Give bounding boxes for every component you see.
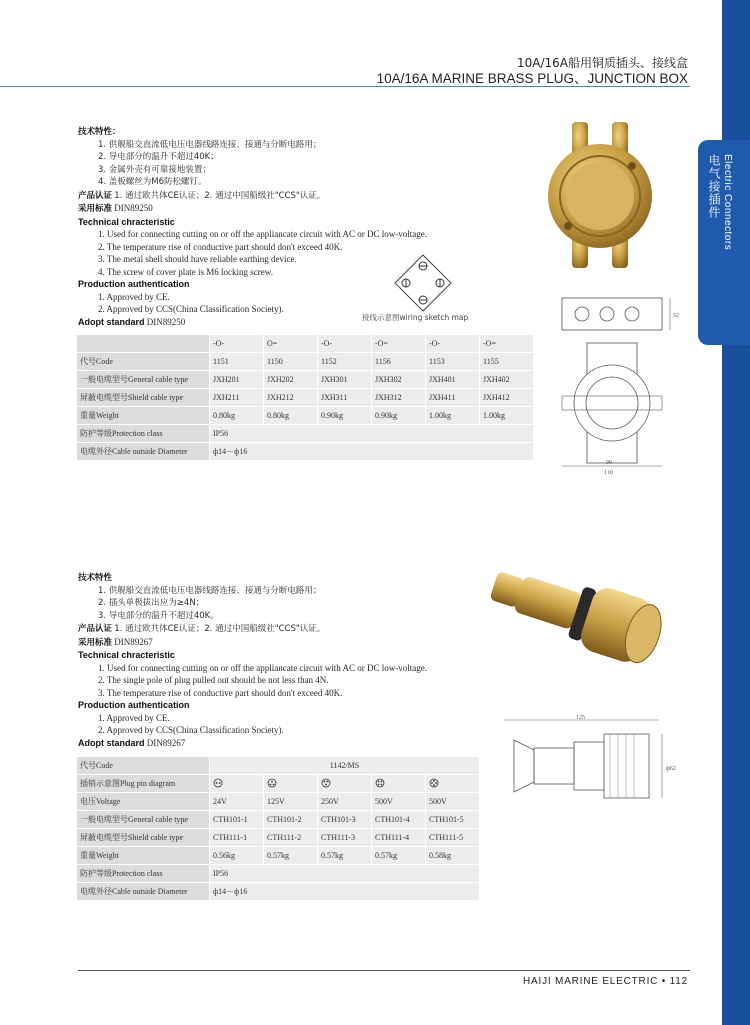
tech-item-en: 3. The metal shell should have reliable earthing device. (98, 254, 297, 264)
table-cell: 500V (372, 793, 426, 811)
adopt-value: DIN89250 (146, 316, 186, 327)
table-row (77, 883, 480, 901)
section-tab-label-en: Electric Connectors (722, 154, 733, 251)
table-row (77, 407, 534, 425)
table-row (77, 353, 534, 371)
dim-length: 125 (576, 715, 585, 721)
row-label: 电压Voltage (77, 793, 210, 811)
table-cell: JXH301 (318, 371, 372, 389)
table-row (77, 757, 480, 775)
table-cell: CTH101-1 (210, 811, 264, 829)
pin-diagram-icon (372, 775, 426, 793)
table-cell: CTH101-3 (318, 811, 372, 829)
std-label-zh: 采用标准 (78, 204, 113, 214)
table-cell: 1.00kg (480, 407, 534, 425)
table-cell: 1156 (372, 353, 426, 371)
table-row (77, 811, 480, 829)
table-row (77, 425, 534, 443)
adopt-standard (78, 737, 498, 750)
cert-text-zh: 1. 通过欧共体CE认证；2. 通过中国船级社"CCS"认证。 (114, 190, 326, 201)
table-row (77, 847, 480, 865)
table-cell: 1.00kg (426, 407, 480, 425)
table-cell: JXH201 (210, 371, 264, 389)
std-label-zh: 采用标准 (78, 637, 113, 648)
row-label: 防护等级Protection class (77, 425, 210, 443)
row-label: 电缆外径Cable outside Diameter (77, 883, 210, 901)
plug-drawing (494, 712, 684, 812)
table-row (77, 829, 480, 847)
tech-item-en: 1. Used for connecting cutting on or off the appliancate circuit with AC or DC low-voltage. (98, 662, 428, 673)
prod-auth-heading: Production authentication (78, 279, 190, 289)
tech-heading-zh: 技术特性： (78, 127, 121, 137)
table-corner (77, 335, 210, 353)
junction-box-table (76, 334, 534, 461)
table-cell: JXH302 (372, 371, 426, 389)
wiring-symbol: -O- (318, 335, 372, 353)
table-cell: 0.90kg (318, 407, 372, 425)
pin-diagram-icon (426, 775, 480, 793)
row-label: 一般电缆型号General cable type (77, 371, 210, 389)
dim-width-inner: 90 (606, 460, 612, 466)
adopt-label: Adopt standard (78, 316, 145, 327)
row-label: 防护等级Protection class (77, 865, 210, 883)
page-title-en: 10A/16A MARINE BRASS PLUG、JUNCTION BOX (376, 71, 688, 86)
row-label: 代号Code (77, 353, 210, 371)
protection-value: IP56 (210, 425, 534, 443)
tech-item-en: 4. The screw of cover plate is M6 locking screw. (98, 266, 273, 277)
table-cell: 0.80kg (264, 407, 318, 425)
table-cell: CTH111-1 (210, 829, 264, 847)
wiring-symbol: -O= (480, 335, 534, 353)
table-cell: CTH101-4 (372, 811, 426, 829)
table-cell: JXH402 (480, 371, 534, 389)
table-cell: CTH111-4 (372, 829, 426, 847)
table-cell: JXH412 (480, 389, 534, 407)
page-number: 112 (669, 976, 688, 987)
tech-item-zh: 2. 导电部分的温升不超过40K； (98, 152, 219, 162)
junction-box-drawing (552, 288, 687, 476)
tech-heading-en: Technical chracteristic (78, 216, 175, 227)
section-tab[interactable] (698, 140, 750, 345)
adopt-label: Adopt standard (78, 737, 145, 748)
table-row (77, 335, 534, 353)
table-cell: 1151 (210, 353, 264, 371)
table-row (77, 865, 480, 883)
table-cell: 1152 (318, 353, 372, 371)
table-row (77, 793, 480, 811)
tech-item-zh: 4. 盖板螺丝为M6防松螺钉。 (98, 177, 207, 187)
table-cell: 125V (264, 793, 318, 811)
adopt-value: DIN89267 (146, 737, 186, 748)
table-cell: 24V (210, 793, 264, 811)
pin-diagram-icon (210, 775, 264, 793)
table-cell: CTH111-2 (264, 829, 318, 847)
plug-specs (78, 572, 498, 749)
wiring-symbol: -O- (210, 335, 264, 353)
table-cell: 500V (426, 793, 480, 811)
table-cell: 1155 (480, 353, 534, 371)
table-cell: JXH202 (264, 371, 318, 389)
table-row (77, 389, 534, 407)
row-label: 重量Weight (77, 847, 210, 865)
prod-auth-item: 2. Approved by CCS(China Classification Society). (98, 304, 284, 314)
table-cell: JXH411 (426, 389, 480, 407)
table-cell: 0.58kg (426, 847, 480, 865)
plug-table (76, 756, 480, 901)
row-label: 一般电缆型号General cable type (77, 811, 210, 829)
cable-od-value: ф14－ф16 (210, 883, 480, 901)
std-value-zh: DIN89250 (114, 203, 153, 213)
table-cell: JXH211 (210, 389, 264, 407)
tech-item-en: 1. Used for connecting cutting on or off the appliancate circuit with AC or DC low-voltage. (98, 229, 428, 239)
table-row (77, 775, 480, 793)
pin-diagram-icon (318, 775, 372, 793)
tech-item-en: 2. The temperature rise of conductive part should don't exceed 40K. (98, 241, 343, 252)
table-cell: CTH111-5 (426, 829, 480, 847)
table-cell: 0.80kg (210, 407, 264, 425)
row-label: 屏蔽电缆型号Shield cable type (77, 829, 210, 847)
tech-item-zh: 2. 插头单极拔出应为≥4N； (98, 598, 205, 608)
pin-diagram-icon (264, 775, 318, 793)
cable-od-value: ф14－ф16 (210, 443, 534, 461)
table-cell: CTH111-3 (318, 829, 372, 847)
standard-zh (78, 636, 498, 650)
dim-diameter: ф62 (666, 766, 676, 772)
wiring-symbol: O= (264, 335, 318, 353)
protection-value: IP56 (210, 865, 480, 883)
tech-item-en: 2. The single pole of plug pulled out should be not less than 4N. (98, 675, 329, 685)
tech-heading-en: Technical chracteristic (78, 650, 175, 660)
tech-item-zh: 3. 导电部分的温升不超过40K。 (98, 610, 219, 621)
code-value: 1142/MS (210, 757, 480, 775)
tech-item-zh: 1. 供舰船交直流低电压电器线路连接、接通与分断电路用； (98, 585, 322, 596)
prod-auth-heading: Production authentication (78, 700, 190, 710)
table-cell: CTH101-5 (426, 811, 480, 829)
table-cell: JXH401 (426, 371, 480, 389)
wiring-symbol: -O= (372, 335, 426, 353)
table-row (77, 371, 534, 389)
cert-label-zh: 产品认证 (78, 624, 113, 634)
page-footer: HAIJI MARINE ELECTRIC • 112 (523, 976, 688, 987)
table-cell: 250V (318, 793, 372, 811)
dim-height: 52 (673, 313, 679, 319)
table-cell: CTH101-2 (264, 811, 318, 829)
table-cell: 0.56kg (210, 847, 264, 865)
row-label: 重量Weight (77, 407, 210, 425)
table-cell: 0.57kg (318, 847, 372, 865)
row-label: 屏蔽电缆型号Shield cable type (77, 389, 210, 407)
certification-zh (78, 189, 498, 203)
table-cell: 0.57kg (264, 847, 318, 865)
table-cell: 0.90kg (372, 407, 426, 425)
table-cell: JXH311 (318, 389, 372, 407)
table-cell: 0.57kg (372, 847, 426, 865)
prod-auth-item: 1. Approved by CE. (98, 712, 170, 723)
wiring-symbol: -O- (426, 335, 480, 353)
cert-text-zh: 1. 通过欧共体CE认证；2. 通过中国船级社"CCS"认证。 (114, 624, 326, 634)
tech-item-en: 3. The temperature rise of conductive part should don't exceed 40K. (98, 687, 343, 698)
tech-item-zh: 1. 供舰船交直流低电压电器线路连接、接通与分断电路用； (98, 139, 322, 150)
table-row (77, 443, 534, 461)
dim-width-outer: 110 (604, 470, 613, 476)
wiring-sketch-caption: 接线示意图wiring sketch map (362, 313, 469, 322)
std-value-zh: DIN89267 (114, 636, 153, 647)
certification-zh (78, 622, 498, 636)
table-cell: JXH212 (264, 389, 318, 407)
table-cell: 1150 (264, 353, 318, 371)
table-cell: JXH312 (372, 389, 426, 407)
row-label: 插销示意图Plug pin diagram (77, 775, 210, 793)
page-title-zh: 10A/16A船用铜质插头、接线盒 (516, 56, 688, 70)
cert-label-zh: 产品认证 (78, 190, 113, 201)
prod-auth-item: 1. Approved by CE. (98, 291, 170, 302)
title-divider (0, 86, 690, 87)
junction-box-photo (540, 118, 664, 273)
brass-plug-photo (478, 568, 678, 680)
table-cell: 1153 (426, 353, 480, 371)
standard-zh (78, 202, 498, 216)
tech-heading-zh: 技术特性 (78, 573, 113, 583)
tech-item-zh: 3. 金属外壳有可靠接地装置； (98, 164, 211, 175)
footer-company: HAIJI MARINE ELECTRIC (523, 976, 659, 987)
row-label: 电缆外径Cable outside Diameter (77, 443, 210, 461)
section-tab-label-zh: 电气接插件 (707, 154, 721, 219)
prod-auth-item: 2. Approved by CCS(China Classification Society). (98, 725, 284, 735)
footer-divider (78, 970, 690, 971)
wiring-sketch (392, 252, 454, 314)
row-label: 代号Code (77, 757, 210, 775)
